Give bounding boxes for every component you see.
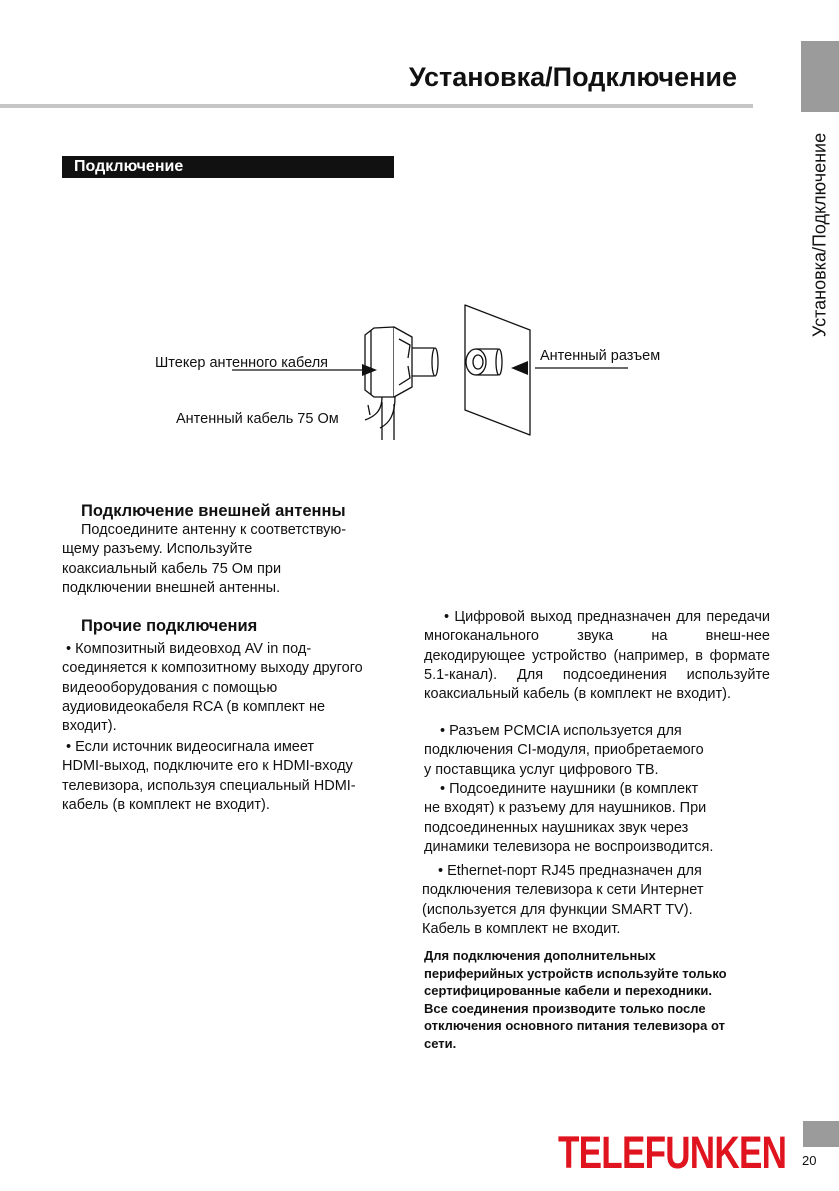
hdmi-paragraph <box>62 738 394 815</box>
text-line: • Композитный видеовход AV in под- <box>66 641 312 657</box>
text-line: аудиовидеокабеля RCA (в комплект не <box>62 698 326 715</box>
headphones-paragraph <box>424 780 770 857</box>
text-line: подсоединенных наушниках звук через <box>424 819 689 836</box>
text-line: видеооборудования с помощью <box>62 679 278 696</box>
text-line: подключении внешней антенны. <box>62 579 281 596</box>
av-paragraph <box>62 640 394 736</box>
cable-label: Антенный кабель 75 Ом <box>176 411 339 427</box>
text-line: не входят) к разъему для наушников. При <box>424 800 707 817</box>
coax-cable <box>365 397 382 420</box>
plug-label: Штекер антенного кабеля <box>155 355 329 371</box>
note-line: сети. <box>424 1035 457 1051</box>
digital-output-paragraph: • Цифровой выход предназначен для передачи многоканального звука на внеш-нее декодирующее устройство (например, в формате 5.1-канал). Для подсоединения используйте коаксиальный кабель (в комплект не входит). <box>424 609 770 703</box>
other-heading: Прочие подключения <box>81 617 258 635</box>
text-line: коаксиальный кабель 75 Ом при <box>62 560 282 577</box>
text-line: • Разъем PCMCIA используется для <box>440 723 682 739</box>
text-line: • Подсоедините наушники (в комплект <box>440 781 699 797</box>
note-line: периферийных устройств используйте только <box>424 965 727 981</box>
section-heading: Подключение <box>62 156 394 178</box>
text-line: телевизора, используя специальный HDMI- <box>62 777 356 794</box>
pcmcia-paragraph <box>424 722 770 780</box>
antenna-connection-diagram <box>150 290 690 460</box>
text-line: входит). <box>62 718 117 735</box>
page-number: 20 <box>802 1153 817 1168</box>
page-title: Установка/Подключение <box>408 62 737 92</box>
text-line: соединяется к композитному выходу другого <box>62 660 363 677</box>
note-line: Все соединения производите только после <box>424 1000 706 1016</box>
text-line: (используется для функции SMART TV). <box>422 901 693 918</box>
note-line: Для подключения дополнительных <box>424 948 656 963</box>
antenna-heading: Подключение внешней антенны <box>81 502 346 520</box>
note-line: сертифицированные кабели и переходники. <box>424 983 712 998</box>
title-rule <box>0 104 753 108</box>
text-line: подключения телевизора к сети Интернет <box>422 882 704 899</box>
brand-logo: TELEFUNKEN <box>558 1127 787 1178</box>
note-line: отключения основного питания телевизора от <box>424 1018 725 1033</box>
text-line: HDMI-выход, подключите его к HDMI-входу <box>62 758 353 775</box>
side-title: Установка/Подключение <box>809 132 830 338</box>
text-line: Подсоедините антенну к соответствую- <box>81 522 347 538</box>
text-line: Кабель в комплект не входит. <box>422 920 621 937</box>
text-line: кабель (в комплект не входит). <box>62 796 270 813</box>
text-line: динамики телевизора не воспроизводится. <box>424 838 714 855</box>
safety-note <box>424 947 770 1052</box>
antenna-plug <box>365 327 438 397</box>
antenna-socket <box>466 349 502 375</box>
side-tab <box>801 41 839 112</box>
text-line: • Ethernet-порт RJ45 предназначен для <box>438 863 702 879</box>
ethernet-paragraph <box>422 862 768 939</box>
antenna-paragraph <box>62 521 392 598</box>
socket-label: Антенный разъем <box>540 348 661 364</box>
page-tab <box>803 1121 839 1147</box>
text-line: щему разъему. Используйте <box>62 541 253 558</box>
text-line: у поставщика услуг цифрового ТВ. <box>424 761 659 778</box>
text-line: • Если источник видеосигнала имеет <box>66 739 315 755</box>
text-line: подключения CI-модуля, приобретаемого <box>424 742 704 759</box>
